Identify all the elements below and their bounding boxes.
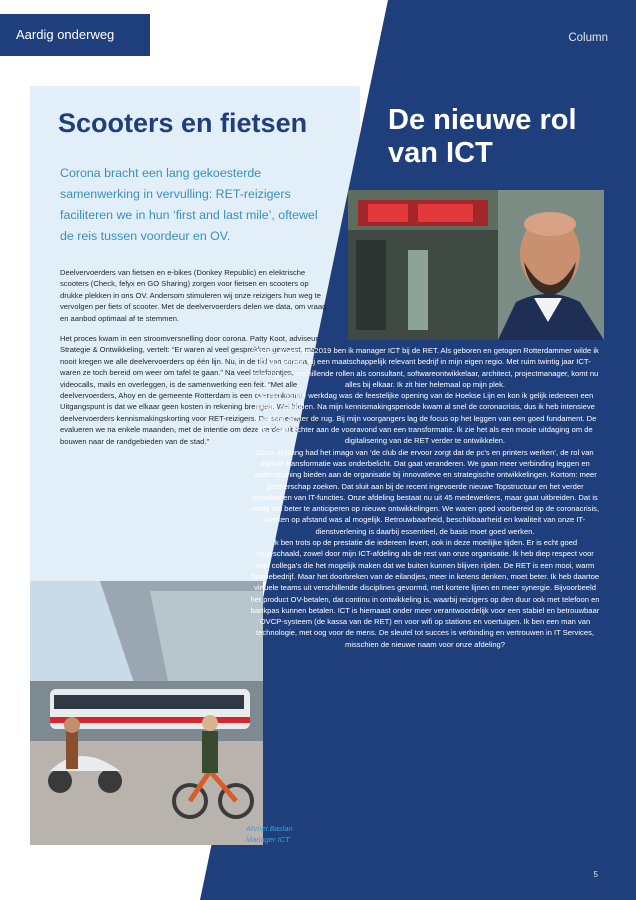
portrait-photo bbox=[348, 190, 604, 340]
section-tag: Aardig onderweg bbox=[0, 14, 150, 56]
right-article-body bbox=[250, 345, 600, 650]
page-number: 5 bbox=[593, 870, 598, 879]
street-photo bbox=[30, 581, 263, 845]
photo-caption bbox=[246, 823, 293, 845]
right-paragraph: Ik ben trots op de prestatie die iedereen levert, ook in deze moeilijke tijden. Er is echt goed opgeschaald, zowel door mijn ICT-afdeling als de rest van onze organisatie. Ik heb diep respect voor mijn collega’s die het mogelijk maken dat we buiten kunnen blijven rijden. De RET is een mooi, warm familiebedrijf. Maar het doorbreken van de eilandjes, meer in ketens denken, moet beter. Ik heb daartoe virtuele teams uit verschillende disciplines gevormd, met kortere lijnen en meer synergie. Bijvoorbeeld het product OV-betalen, dat continu in ontwikkeling is, waarbij reizigers op den duur ook met telefoon en bankpas kunnen betalen. ICT is hiernaast onder meer verantwoordelijk voor een stabiel en betrouwbaar OVCP-systeem (de kassa van de RET) en voor wifi op stations en voertuigen. Ik ben een man van technologie, met oog voor de mens. De sleutel tot succes is verbinding en vertrouwen in IT Services, misschien de nieuwe naam voor onze afdeling? bbox=[250, 538, 600, 649]
right-article-title: De nieuwe rol van ICT bbox=[388, 104, 577, 169]
left-paragraph: Deelvervoerders van fietsen en e-bikes (Donkey Republic) en elektrische scooters (Check, felyx en GO Sharing) zorgen voor fietsen en scooters op drukke plekken in ons OV. Andersom stimuleren wij onze reizigers hun weg te vervolgen per fiets of scooter. Met de deelvervoerders delen we data, om vraag en aanbod optimaal af te stemmen. bbox=[60, 268, 327, 323]
left-paragraph: Het proces kwam in een stroomversnelling door corona. Patty Koot, adviseur Strategie & Ontwikkeling, vertelt: “Er waren al veel gesprekken geweest, maar nooit kregen we alle deelvervoerders op één lijn. Nu, in de tijd van corona, waren ze toch bereid om weer om tafel te gaan.” Na veel telefoontjes, videocalls, mails en overleggen, is de samenwerking een feit. “Met alle deelvervoerders, Ahoy en de gemeente Rotterdam is een overeenkomst. Uitgangspunt is dat we elkaar geen kosten in rekening brengen. Wel bieden deelvervoerders kennismakingskorting voor RET-reizigers. De samenwerking evalueren we na enkele maanden, met de intentie om deze verder uit te bouwen naar de randgebieden van de stad.” bbox=[60, 334, 323, 446]
column-label: Column bbox=[568, 32, 608, 44]
right-paragraph: Sinds 1 november 2019 ben ik manager ICT bij de RET. Als geboren en getogen Rotterdammer wilde ik graag werken bij een maatschappelijk relevant bedrijf in mijn eigen regio. Met ruim twintig jaar ICT-ervaring in verschillende rollen als consultant, softwareontwikkelaar, architect, projectmanager, komt nu alles bij elkaar. Ik zit hier helemaal op mijn plek. bbox=[251, 346, 599, 389]
left-article-title: Scooters en fietsen bbox=[58, 108, 308, 138]
left-article-intro: Corona bracht een lang gekoesterde samenwerking in vervulling: RET-reizigers faciliteren we in hun ‘first and last mile’, oftewel de reis tussen voordeur en OV. bbox=[60, 166, 318, 243]
right-paragraph: Op mijn eerste werkdag was de feestelijke opening van de Hoekse Lijn en kon ik gelijk iedereen een handje schudden. Na mijn kennismakingsperiode kwam al snel de coronacrisis, dus ik heb intensieve maanden achter de rug. Bij mijn voorgangers lag de focus op het leggen van een goed fundament. De RET staat echter aan de vooravond van een transformatie. Ik zie het als een mooie uitdaging om de digitalisering van de RET verder te ontwikkelen. bbox=[253, 391, 597, 446]
caption-name: Ahmet Baslan bbox=[246, 824, 293, 833]
right-paragraph: Onze afdeling had het imago van ‘de club die ervoor zorgt dat de pc’s en printers werken’, de rol van digitale transformatie was onderbelicht. Dat gaat veranderen. We gaan meer verbinding leggen en ondersteuning bieden aan de organisatie bij innovatieve en strategische ontwikkelingen. Kortom: meer partnerschap zoeken. Dat sluit aan bij de recent ingevoerde nieuwe Topstructuur en het verder ontwikkelen van IT-functies. Onze afdeling bestaat nu uit 45 medewerkers, maar gaat uitbreiden. Dat is nodig om beter te anticiperen op nieuwe ontwikkelingen. We waren goed voorbereid op de coronacrisis, werken op afstand was al mogelijk. Betrouwbaarheid, beschikbaarheid en kwaliteit van onze IT-dienstverlening is daarbij essentieel, de basis moet goed werken. bbox=[250, 447, 600, 536]
caption-role: Manager ICT bbox=[246, 835, 290, 844]
